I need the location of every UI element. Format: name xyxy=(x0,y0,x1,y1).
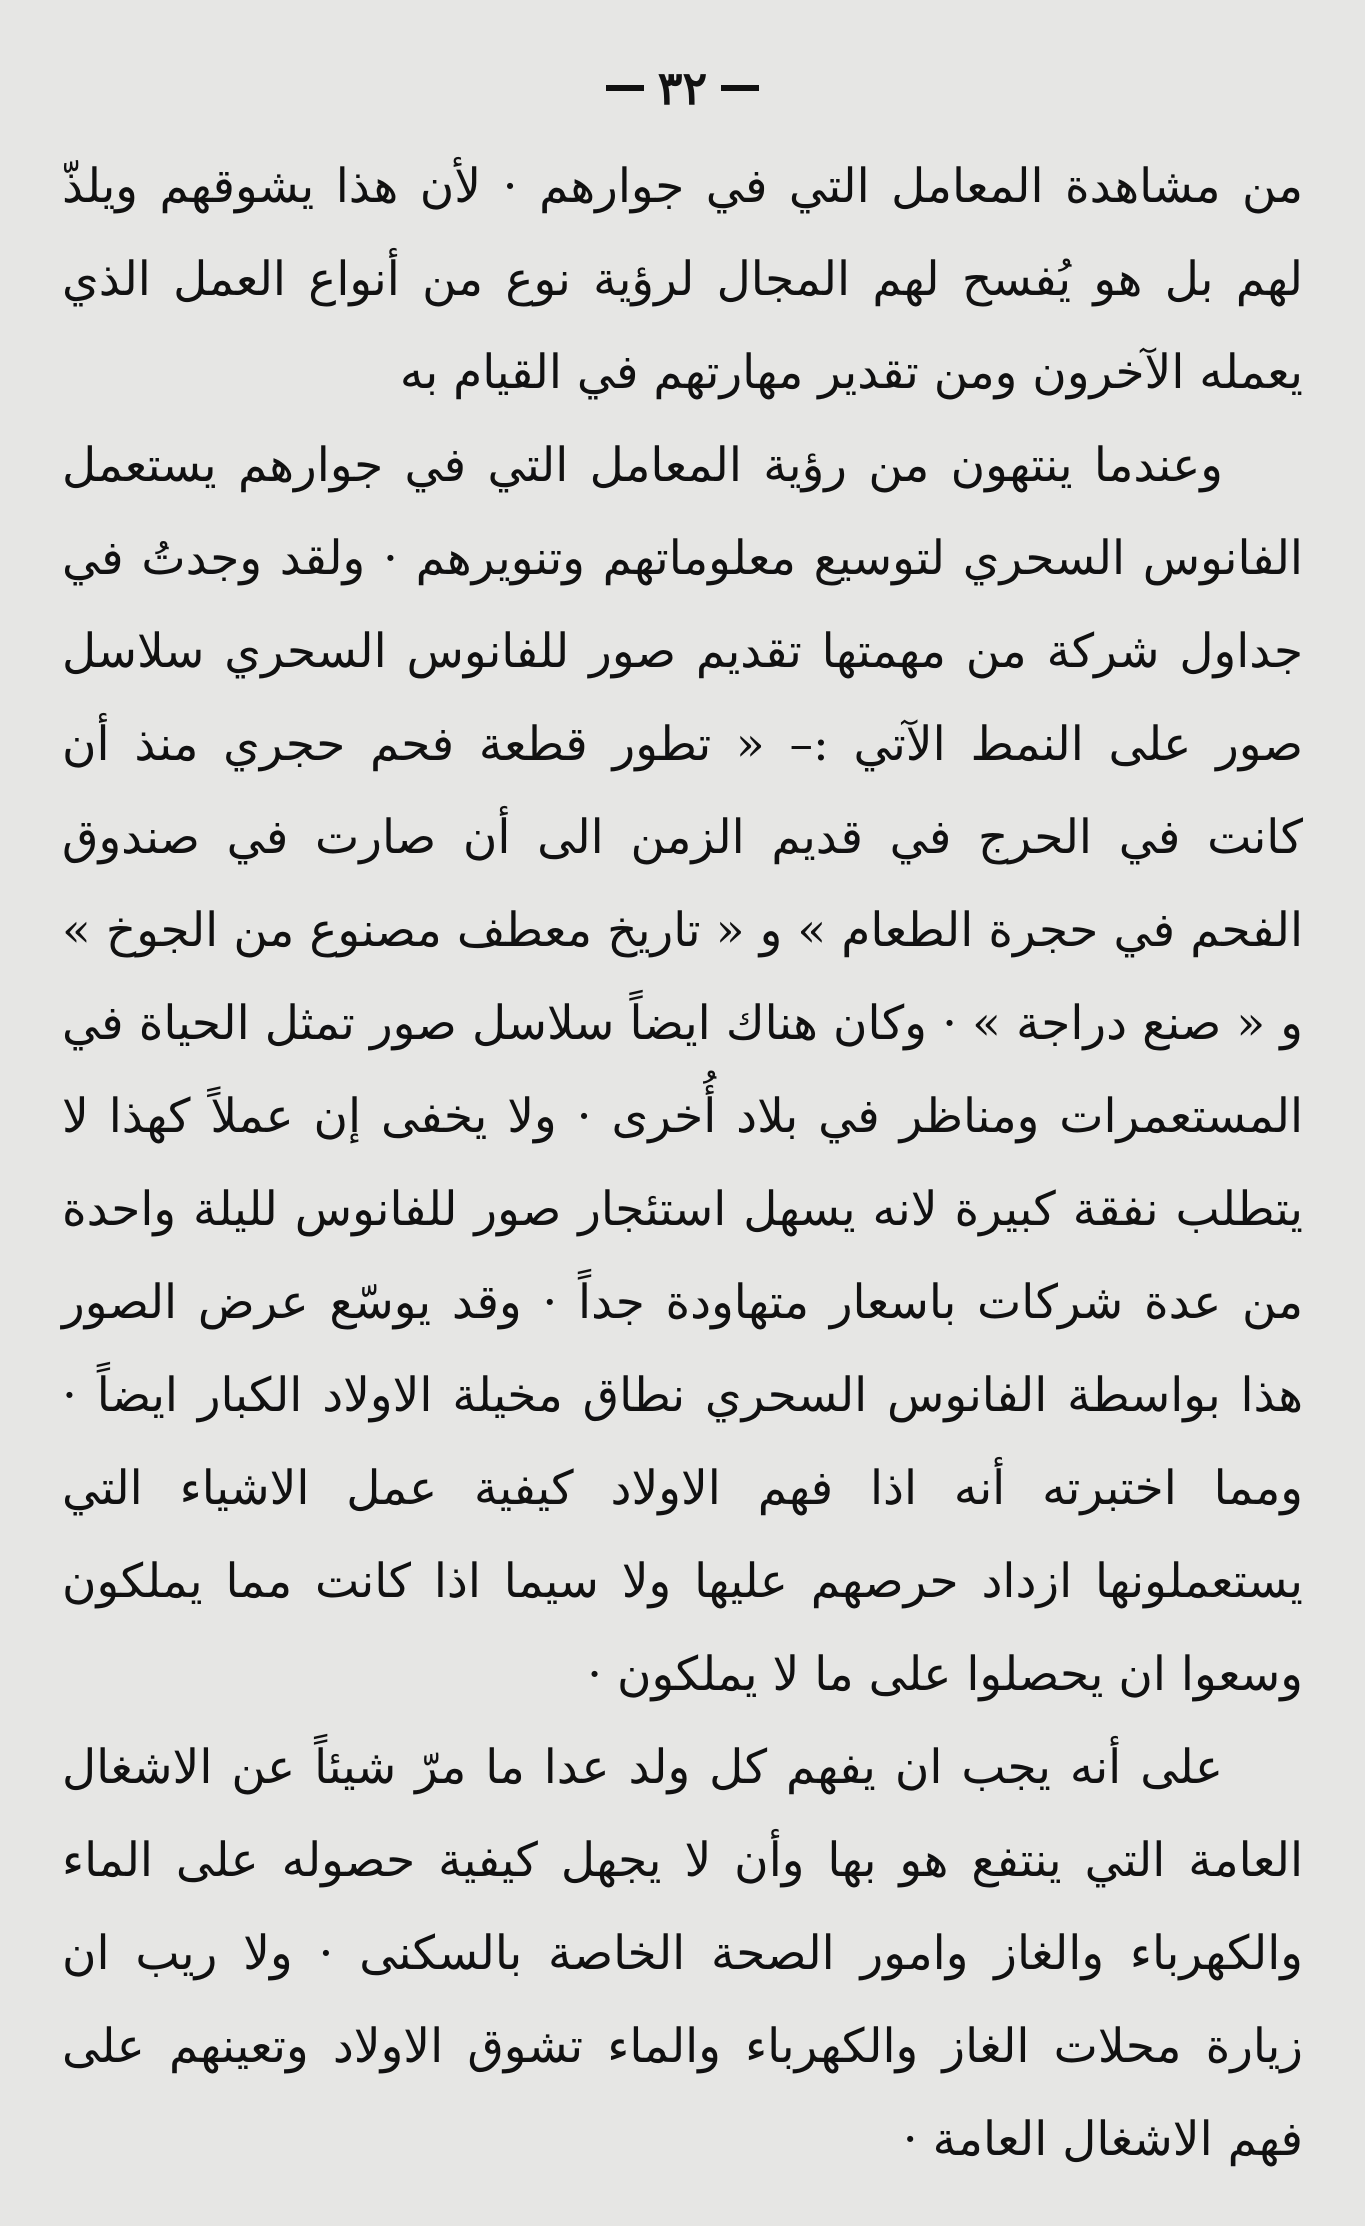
paragraph-2: وعندما ينتهون من رؤية المعامل التي في جوارهم يستعمل الفانوس السحري لتوسيع معلوماتهم وتنويرهم · ولقد وجدتُ في جداول شركة من مهمتها تقديم صور للفانوس السحري سلاسل صور على النمط الآتي :– « تطور قطعة فحم حجري منذ أن كانت في الحرج في قديم الزمن الى أن صارت في صندوق الفحم في حجرة الطعام » و « تاريخ معطف مصنوع من الجوخ » و « صنع دراجة » · وكان هناك ايضاً سلاسل صور تمثل الحياة في المستعمرات ومناظر في بلاد أُخرى · ولا يخفى إن عملاً كهذا لا يتطلب نفقة كبيرة لانه يسهل استئجار صور للفانوس لليلة واحدة من عدة شركات باسعار متهاودة جداً · وقد يوسّع عرض الصور هذا بواسطة الفانوس السحري نطاق مخيلة الاولاد الكبار ايضاً · ومما اختبرته أنه اذا فهم الاولاد كيفية عمل الاشياء التي يستعملونها ازداد حرصهم عليها ولا سيما اذا كانت مما يملكون وسعوا ان يحصلوا على ما لا يملكون · xyxy=(62,438,1303,1702)
page-number-dash-right xyxy=(606,85,644,91)
page-number-value: ٣٢ xyxy=(657,61,708,115)
page-number xyxy=(62,58,1303,118)
paragraph-3: على أنه يجب ان يفهم كل ولد عدا ما مرّ شيئاً عن الاشغال العامة التي ينتفع هو بها وأن لا يجهل كيفية حصوله على الماء والكهرباء والغاز وامور الصحة الخاصة بالسكنى · ولا ريب ان زيارة محلات الغاز والكهرباء والماء تشوق الاولاد وتعينهم على فهم الاشغال العامة · xyxy=(62,1740,1303,2167)
page-number-dash-left xyxy=(721,85,759,91)
body-text xyxy=(62,140,1303,2186)
paragraph-1: من مشاهدة المعامل التي في جوارهم · لأن هذا يشوقهم ويلذّ لهم بل هو يُفسح لهم المجال لرؤية نوع من أنواع العمل الذي يعمله الآخرون ومن تقدير مهارتهم في القيام به xyxy=(62,159,1303,400)
